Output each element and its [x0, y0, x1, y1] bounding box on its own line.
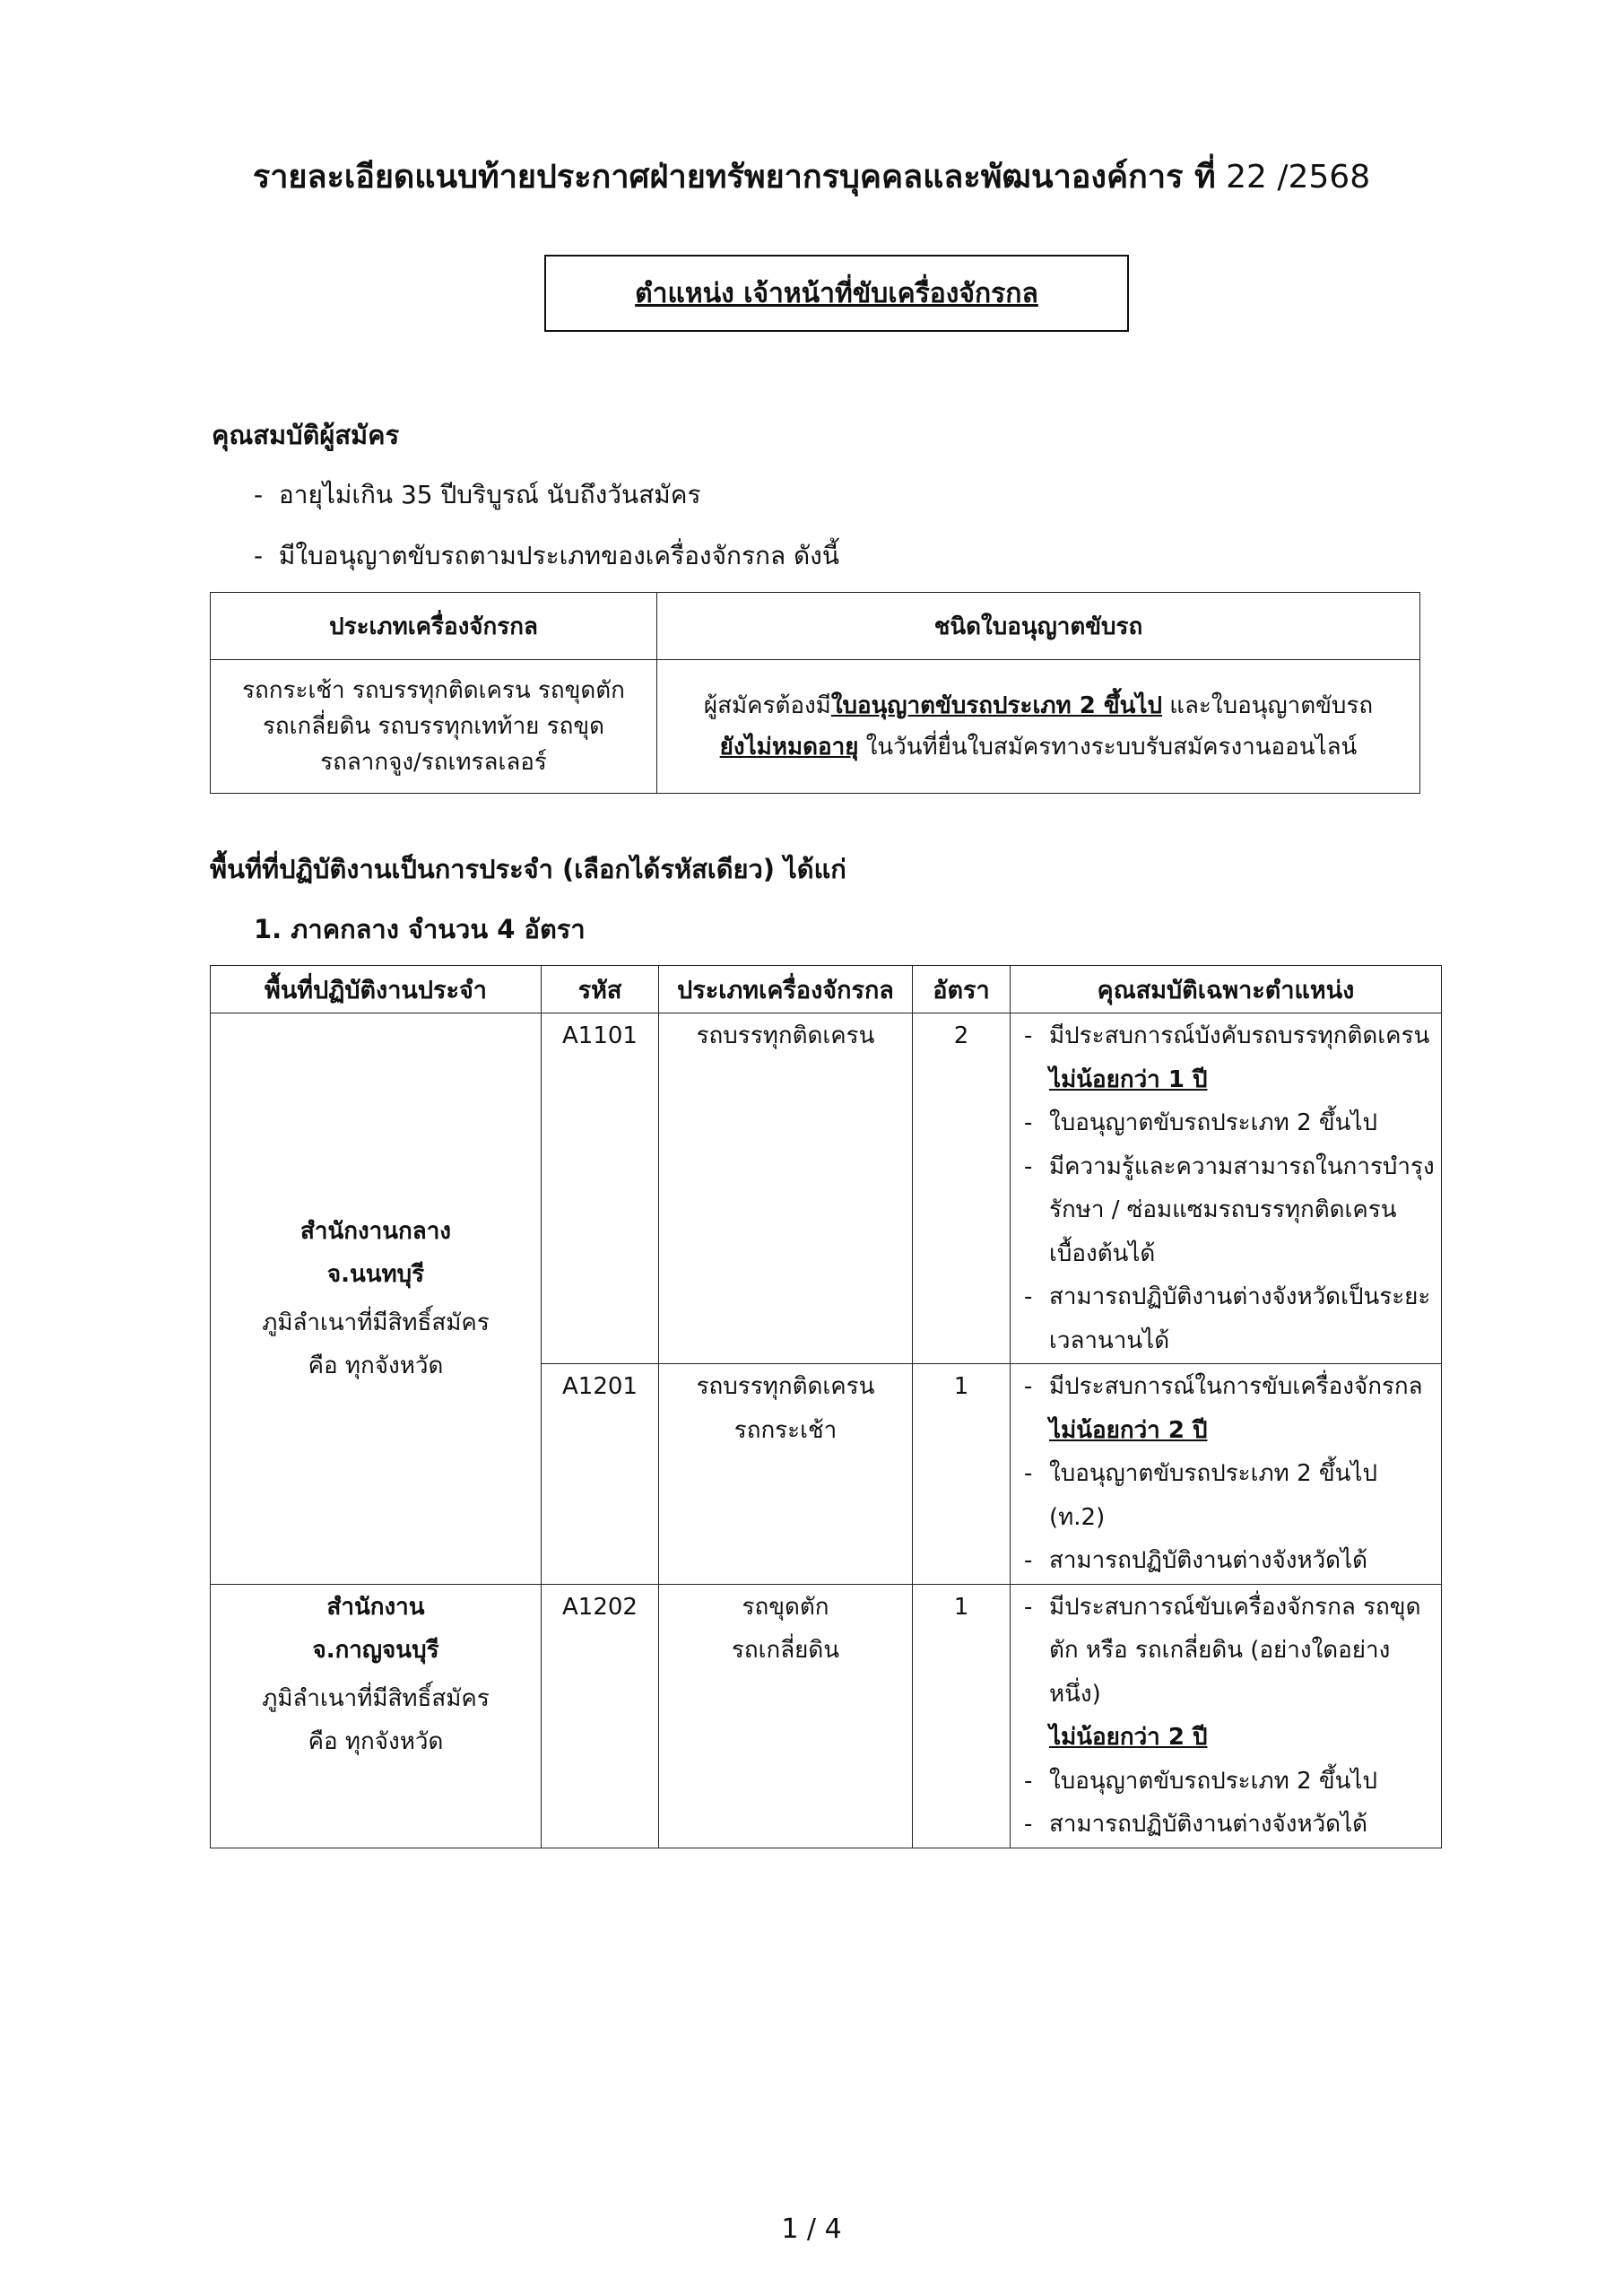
position-box	[544, 255, 1129, 332]
qualification-cell	[1011, 1584, 1442, 1848]
code-cell: A1202	[542, 1584, 659, 1848]
positions-table	[210, 965, 1442, 1848]
code-cell: A1101	[542, 1013, 659, 1364]
rate-cell: 1	[913, 1364, 1011, 1585]
license-table	[210, 592, 1420, 794]
area-cell: สำนักงาน จ.กาญจนบุรี ภูมิลำเนาที่มีสิทธิ์สมัคร คือ ทุกจังหวัด	[211, 1584, 542, 1848]
list-item: - มีความรู้และความสามารถในการบำรุงรักษา / ซ่อมแซมรถบรรทุกติดเครนเบื้องต้นได้	[1020, 1145, 1440, 1276]
column-header: ชนิดใบอนุญาตขับรถ	[657, 593, 1420, 660]
rate-cell: 2	[913, 1013, 1011, 1364]
qualification-item-2: - มีใบอนุญาตขับรถตามประเภทของเครื่องจักรกล ดังนี้	[254, 541, 839, 570]
table-header-row	[211, 966, 1442, 1013]
list-item: - สามารถปฏิบัติงานต่างจังหวัดได้	[1020, 1803, 1440, 1847]
qualifications-heading: คุณสมบัติผู้สมัคร	[212, 420, 400, 450]
list-item: - ใบอนุญาตขับรถประเภท 2 ขึ้นไป	[1020, 1101, 1440, 1145]
page-number: 1 / 4	[781, 2213, 842, 2245]
code-cell: A1201	[542, 1364, 659, 1585]
title-text: รายละเอียดแนบท้ายประกาศฝ่ายทรัพยากรบุคคลและพัฒนาองค์การ ที่	[252, 159, 1216, 196]
machine-cell: รถขุดตัก รถเกลี่ยดิน	[659, 1584, 913, 1848]
qualification-cell	[1011, 1013, 1442, 1364]
license-not-expired: ยังไม่หมดอายุ	[719, 734, 859, 761]
work-area-heading: พื้นที่ที่ปฏิบัติงานเป็นการประจำ (เลือกได้รหัสเดียว) ได้แก่	[210, 854, 846, 884]
table-row	[211, 660, 1420, 794]
column-header: ประเภทเครื่องจักรกล	[211, 593, 657, 660]
area-cell: สำนักงานกลาง จ.นนทบุรี ภูมิลำเนาที่มีสิทธิ์สมัคร คือ ทุกจังหวัด	[211, 1013, 542, 1585]
machine-cell: รถบรรทุกติดเครน รถกระเช้า	[659, 1364, 913, 1585]
table-header-row	[211, 593, 1420, 660]
list-item: - ใบอนุญาตขับรถประเภท 2 ขึ้นไป	[1020, 1760, 1440, 1804]
rate-cell: 1	[913, 1584, 1011, 1848]
license-type-cell: ผู้สมัครต้องมีใบอนุญาตขับรถประเภท 2 ขึ้นไป และใบอนุญาตขับรถ ยังไม่หมดอายุ ในวันที่ยื่นใบสมัครทางระบบรับสมัครงานออนไลน์	[657, 660, 1420, 794]
qualification-item-1: - อายุไม่เกิน 35 ปีบริบูรณ์ นับถึงวันสมัคร	[254, 480, 701, 509]
license-requirement: ใบอนุญาตขับรถประเภท 2 ขึ้นไป	[830, 692, 1162, 719]
document-title	[0, 151, 1623, 202]
position-label: ตำแหน่ง เจ้าหน้าที่ขับเครื่องจักรกล	[635, 277, 1038, 309]
column-header: ประเภทเครื่องจักรกล	[659, 966, 913, 1013]
machine-types-cell: รถกระเช้า รถบรรทุกติดเครน รถขุดตัก รถเกลี่ยดิน รถบรรทุกเทท้าย รถขุด รถลากจูง/รถเทรลเลอร์	[211, 660, 657, 794]
column-header: คุณสมบัติเฉพาะตำแหน่ง	[1011, 966, 1442, 1013]
list-item: - มีประสบการณ์ขับเครื่องจักรกล รถขุดตัก หรือ รถเกลี่ยดิน (อย่างใดอย่างหนึ่ง) ไม่น้อยกว่า 2 ปี	[1020, 1586, 1440, 1760]
region-heading: 1. ภาคกลาง จำนวน 4 อัตรา	[254, 914, 586, 944]
table-row	[211, 1013, 1442, 1364]
list-item: - ใบอนุญาตขับรถประเภท 2 ขึ้นไป (ท.2)	[1020, 1452, 1440, 1539]
list-item: - สามารถปฏิบัติงานต่างจังหวัดได้	[1020, 1539, 1440, 1583]
list-item: - มีประสบการณ์บังคับรถบรรทุกติดเครน ไม่น้อยกว่า 1 ปี	[1020, 1014, 1440, 1101]
table-row	[211, 1584, 1442, 1848]
column-header: อัตรา	[913, 966, 1011, 1013]
list-item: - สามารถปฏิบัติงานต่างจังหวัดเป็นระยะเวลานานได้	[1020, 1275, 1440, 1362]
column-header: พื้นที่ปฏิบัติงานประจำ	[211, 966, 542, 1013]
qualification-cell	[1011, 1364, 1442, 1585]
announcement-number: 22 /2568	[1215, 159, 1371, 196]
machine-cell: รถบรรทุกติดเครน	[659, 1013, 913, 1364]
column-header: รหัส	[542, 966, 659, 1013]
list-item: - มีประสบการณ์ในการขับเครื่องจักรกล ไม่น้อยกว่า 2 ปี	[1020, 1365, 1440, 1452]
